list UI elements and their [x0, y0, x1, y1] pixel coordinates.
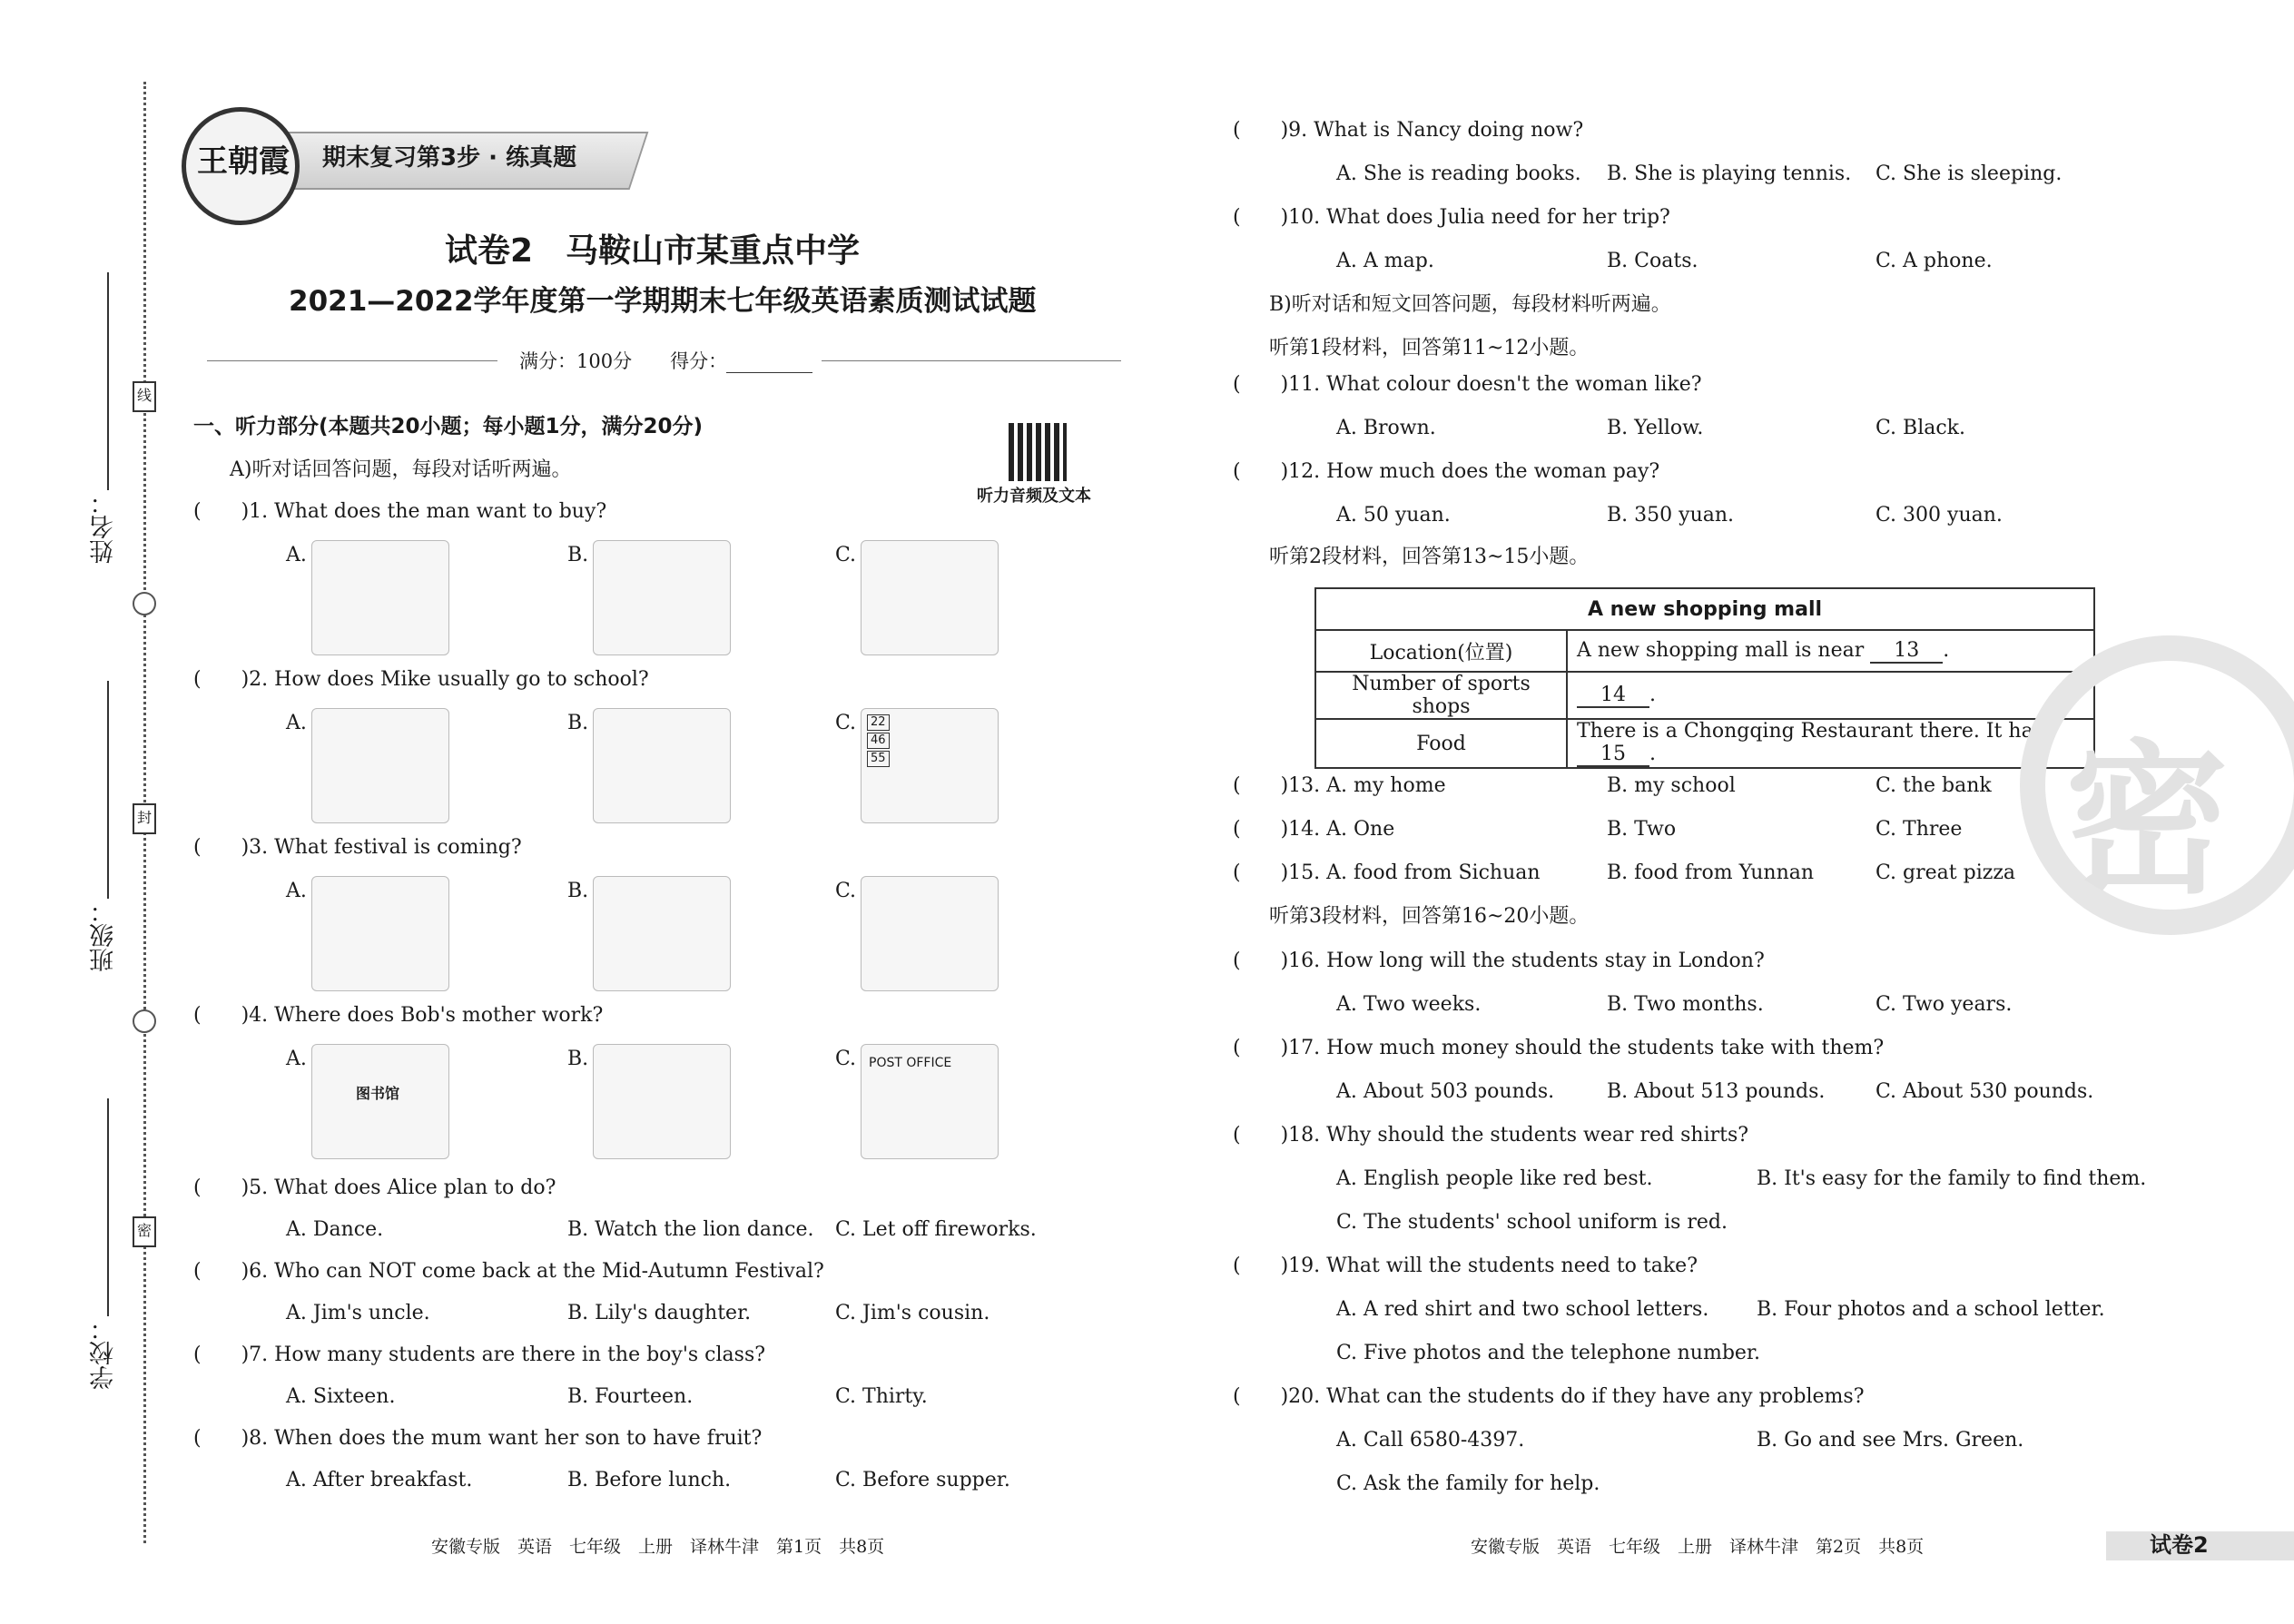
question-9: ( )9. What is Nancy doing now? [1233, 119, 1584, 142]
question-3: ( )3. What festival is coming? [193, 836, 522, 859]
binding-hole-icon [133, 592, 156, 615]
question-19-option-b[interactable]: B. Four photos and a school letter. [1757, 1298, 2105, 1321]
question-7-option-b[interactable]: B. Fourteen. [567, 1385, 694, 1408]
question-9-option-c[interactable]: C. She is sleeping. [1876, 162, 2063, 185]
question-19-option-a[interactable]: A. A red shirt and two school letters. [1336, 1298, 1709, 1321]
question-20-option-c[interactable]: C. Ask the family for help. [1336, 1472, 1600, 1495]
part-a-instruction: A)听对话回答问题，每段对话听两遍。 [230, 458, 572, 481]
question-9-option-a[interactable]: A. She is reading books. [1336, 162, 1581, 185]
class-blank-line [107, 681, 109, 899]
question-1-option-label: C. [835, 544, 857, 566]
footer-right: 安徽专版 英语 七年级 上册 译林牛津 第2页 共8页 [1471, 1537, 1925, 1557]
question-3-option-label: C. [835, 880, 857, 902]
question-6-option-a[interactable]: A. Jim's uncle. [286, 1302, 430, 1324]
question-5-option-b[interactable]: B. Watch the lion dance. [567, 1218, 814, 1241]
question-11-option-b[interactable]: B. Yellow. [1607, 417, 1704, 439]
table-label-food: Food [1315, 719, 1567, 768]
question-2-option-label: A. [286, 712, 307, 734]
seal-mark-xian: 线 [133, 381, 156, 412]
t-shirt-icon[interactable] [593, 540, 731, 655]
section-heading: 一、听力部分(本题共20小题；每小题1分，满分20分) [193, 415, 704, 438]
question-11: ( )11. What colour doesn't the woman like? [1233, 373, 1702, 396]
question-5-option-a[interactable]: A. Dance. [286, 1218, 384, 1241]
question-14[interactable]: ( )14. A. One [1233, 818, 1395, 841]
question-15[interactable]: ( )15. A. food from Sichuan [1233, 861, 1541, 884]
brand-name: 王朝霞 [197, 143, 290, 180]
table-label-location: Location(位置) [1315, 630, 1567, 672]
school-label: 学校： [90, 1316, 118, 1390]
question-13-option-c[interactable]: C. the bank [1876, 774, 1992, 797]
footer-tag: 试卷2 [2150, 1532, 2209, 1558]
christmas-tree-icon[interactable] [311, 876, 449, 991]
question-8-option-c[interactable]: C. Before supper. [835, 1469, 1010, 1491]
question-18: ( )18. Why should the students wear red shirts? [1233, 1124, 1749, 1147]
cap-icon[interactable] [861, 540, 999, 655]
library-sign: 图书馆 [356, 1085, 400, 1102]
question-8-option-b[interactable]: B. Before lunch. [567, 1469, 732, 1491]
bike-icon[interactable] [593, 708, 731, 823]
question-7: ( )7. How many students are there in the boy's class? [193, 1343, 766, 1366]
score-line: 满分：100分 得分： [519, 350, 728, 372]
score-rule-right [822, 360, 1121, 361]
question-10-option-a[interactable]: A. A map. [1336, 250, 1434, 272]
question-17-option-c[interactable]: C. About 530 pounds. [1876, 1080, 2094, 1103]
question-13-option-b[interactable]: B. my school [1607, 774, 1736, 797]
question-8-option-a[interactable]: A. After breakfast. [286, 1469, 473, 1491]
material-2-instruction: 听第2段材料，回答第13~15小题。 [1269, 546, 1590, 568]
question-3-option-label: A. [286, 880, 307, 902]
blank-15[interactable]: 15 [1577, 743, 1649, 767]
question-5-option-c[interactable]: C. Let off fireworks. [835, 1218, 1037, 1241]
question-12-option-c[interactable]: C. 300 yuan. [1876, 504, 2003, 527]
binding-hole-icon [133, 1009, 156, 1033]
blank-14[interactable]: 14 [1577, 684, 1649, 708]
question-1-option-label: A. [286, 544, 307, 566]
question-8: ( )8. When does the mum want her son to have fruit? [193, 1427, 763, 1450]
qr-caption: 听力音频及文本 [977, 487, 1091, 506]
header-banner-text: 期末复习第3步 · 练真题 [322, 144, 577, 172]
question-14-option-b[interactable]: B. Two [1607, 818, 1677, 841]
question-17-option-b[interactable]: B. About 513 pounds. [1607, 1080, 1826, 1103]
material-1-instruction: 听第1段材料，回答第11~12小题。 [1269, 337, 1590, 359]
question-4: ( )4. Where does Bob's mother work? [193, 1004, 604, 1027]
question-2: ( )2. How does Mike usually go to school? [193, 668, 649, 691]
table-label-sports: Number of sports shops [1315, 672, 1567, 719]
question-18-option-b[interactable]: B. It's easy for the family to find them. [1757, 1167, 2147, 1190]
question-5: ( )5. What does Alice plan to do? [193, 1176, 556, 1199]
library-icon[interactable] [311, 1044, 449, 1159]
question-6: ( )6. Who can NOT come back at the Mid-Autumn Festival? [193, 1260, 824, 1283]
question-20-option-a[interactable]: A. Call 6580-4397. [1336, 1429, 1525, 1452]
spring-festival-icon[interactable] [593, 876, 731, 991]
hospital-icon[interactable] [593, 1044, 731, 1159]
question-3-option-label: B. [567, 880, 589, 902]
material-3-instruction: 听第3段材料，回答第16~20小题。 [1269, 905, 1590, 928]
question-11-option-a[interactable]: A. Brown. [1336, 417, 1436, 439]
bus-stop-number: 46 [867, 733, 890, 749]
question-7-option-c[interactable]: C. Thirty. [835, 1385, 928, 1408]
question-1: ( )1. What does the man want to buy? [193, 500, 607, 523]
backpack-icon[interactable] [311, 540, 449, 655]
question-2-option-label: B. [567, 712, 589, 734]
question-16: ( )16. How long will the students stay in London? [1233, 950, 1765, 972]
part-b-instruction: B)听对话和短文回答问题，每段材料听两遍。 [1269, 293, 1671, 316]
question-15-option-c[interactable]: C. great pizza [1876, 861, 2016, 884]
shopping-mall-table [1314, 587, 2095, 769]
bus-icon[interactable] [861, 708, 999, 823]
dragon-boat-icon[interactable] [861, 876, 999, 991]
question-7-option-a[interactable]: A. Sixteen. [286, 1385, 396, 1408]
class-label: 班级： [90, 899, 118, 972]
question-18-option-a[interactable]: A. English people like red best. [1336, 1167, 1653, 1190]
bus-stop-number: 55 [867, 751, 890, 767]
name-blank-line [107, 272, 109, 490]
exam-subtitle: 2021—2022学年度第一学期期末七年级英语素质测试试题 [289, 285, 1037, 318]
score-rule-left [207, 360, 497, 361]
question-6-option-b[interactable]: B. Lily's daughter. [567, 1302, 752, 1324]
table-cell-food: There is a Chongqing Restaurant there. It has 15 . [1567, 719, 2094, 768]
question-19: ( )19. What will the students need to take? [1233, 1255, 1698, 1277]
question-17-option-a[interactable]: A. About 503 pounds. [1336, 1080, 1555, 1103]
question-6-option-c[interactable]: C. Jim's cousin. [835, 1302, 990, 1324]
question-10: ( )10. What does Julia need for her trip? [1233, 206, 1670, 229]
table-cell-location: A new shopping mall is near 13 . [1567, 630, 2094, 672]
score-blank[interactable] [726, 372, 812, 373]
question-12-option-a[interactable]: A. 50 yuan. [1336, 504, 1451, 527]
question-11-option-c[interactable]: C. Black. [1876, 417, 1965, 439]
footer-left: 安徽专版 英语 七年级 上册 译林牛津 第1页 共8页 [431, 1537, 885, 1557]
question-17: ( )17. How much money should the students take with them? [1233, 1037, 1885, 1059]
question-20-option-b[interactable]: B. Go and see Mrs. Green. [1757, 1429, 2024, 1452]
question-2-option-label: C. [835, 712, 857, 734]
question-10-option-b[interactable]: B. Coats. [1607, 250, 1698, 272]
walking-icon[interactable] [311, 708, 449, 823]
question-19-option-c[interactable]: C. Five photos and the telephone number. [1336, 1342, 1761, 1364]
question-12: ( )12. How much does the woman pay? [1233, 460, 1660, 483]
post-office-icon[interactable] [861, 1044, 999, 1159]
question-10-option-c[interactable]: C. A phone. [1876, 250, 1993, 272]
seal-mark-mi: 密 [133, 1216, 156, 1247]
question-4-option-label: C. [835, 1048, 857, 1070]
question-18-option-c[interactable]: C. The students' school uniform is red. [1336, 1211, 1728, 1234]
question-16-option-a[interactable]: A. Two weeks. [1336, 993, 1482, 1016]
question-16-option-b[interactable]: B. Two months. [1607, 993, 1764, 1016]
exam-title: 试卷2 马鞍山市某重点中学 [445, 232, 861, 270]
confidential-stamp-mark: 密 [2065, 726, 2230, 916]
question-1-option-label: B. [567, 544, 589, 566]
blank-13[interactable]: 13 [1870, 639, 1943, 664]
question-14-option-c[interactable]: C. Three [1876, 818, 1963, 841]
table-cell-sports: 14 . [1567, 672, 2094, 719]
question-20: ( )20. What can the students do if they have any problems? [1233, 1385, 1865, 1408]
question-15-option-b[interactable]: B. food from Yunnan [1607, 861, 1815, 884]
school-blank-line [107, 1098, 109, 1316]
question-9-option-b[interactable]: B. She is playing tennis. [1607, 162, 1852, 185]
question-12-option-b[interactable]: B. 350 yuan. [1607, 504, 1735, 527]
question-13[interactable]: ( )13. A. my home [1233, 774, 1446, 797]
table-title: A new shopping mall [1315, 588, 2094, 630]
post-office-sign: POST OFFICE [869, 1056, 952, 1070]
question-4-option-label: B. [567, 1048, 589, 1070]
name-label: 姓名： [90, 490, 118, 564]
qr-code-icon[interactable] [1009, 423, 1067, 481]
question-16-option-c[interactable]: C. Two years. [1876, 993, 2013, 1016]
bus-stop-number: 22 [867, 714, 890, 731]
question-4-option-label: A. [286, 1048, 307, 1070]
seal-mark-feng: 封 [133, 803, 156, 834]
